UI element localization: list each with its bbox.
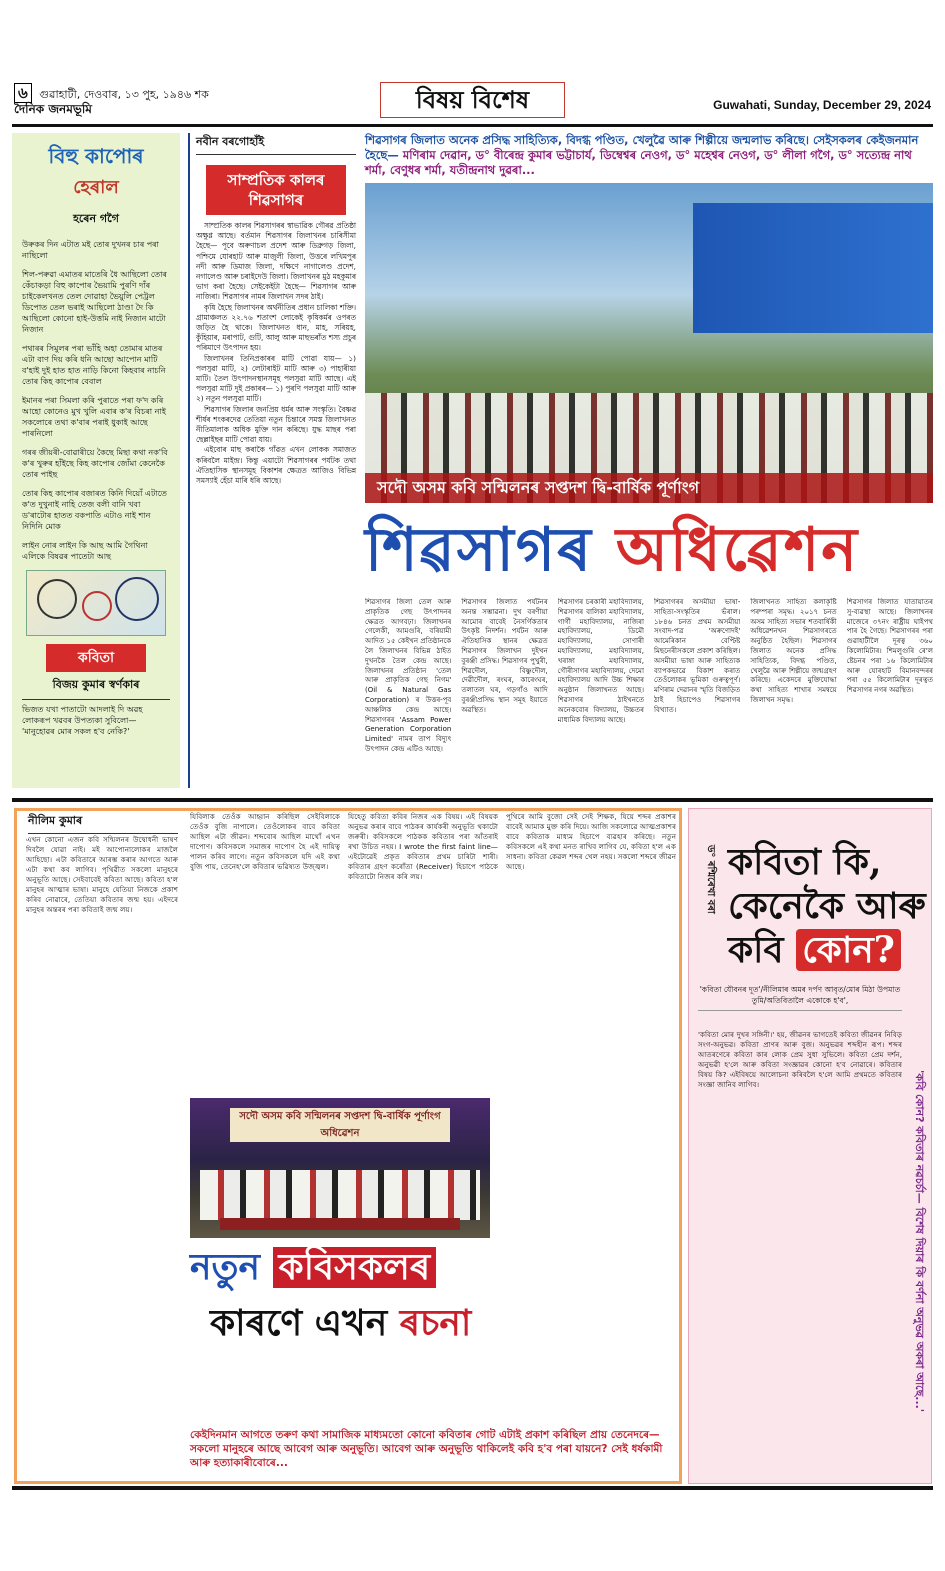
- kobita-author: বিজয় কুমাৰ স্বৰ্ণকাৰ: [22, 672, 170, 700]
- poem-stanza: পথাৰৰ সিমুলৰ পৰা ভাঁহি অহা তোমাৰ মাতৰ এটা বাণ দিয় কৰি ধনি আছো আপোন মাটি ব'হাই দুই হাত হাত নাড়ি কিনো কিহবাৰ নাচনি তোৰ কিহ কাপোৰ বেবাল: [22, 344, 166, 386]
- title-word: কবি: [728, 929, 784, 971]
- byline-bottom: নীলিম কুমাৰ: [28, 812, 178, 834]
- stage-banner: সদৌ অসম কবি সন্মিলনৰ সপ্তদশ দ্বি-বাৰ্ষিক পূৰ্ণাংগ অধিৱেশন: [230, 1108, 450, 1142]
- poem-stanza: তোৰ কিহ কাপোৰ বজাৰত কিনি দিয়োঁ এটাতে ক'ত দুখুনাই নাহি তেজ বলী বানি খবা ড'ৰাটোৰ হাতত বকপাতি এটাও নাই শান নিদিনি মোক: [22, 489, 167, 531]
- stage-guests: [200, 1170, 480, 1220]
- story-column: জিলাখনত সাহিত্য কলাকৃষ্টি পৰম্পৰা সমৃদ্ধ। ২০১৭ চনত অসম সাহিত্য সভাৰ শতবাৰ্ষিকী অধিৱেশনখন শিৱসাগৰতে অনুষ্ঠিত হৈছিল। শিৱসাগৰ জিলাত অনেক প্ৰসিদ্ধ সাহিত্যিক, বিদগ্ধ পণ্ডিত, খেলুৱৈ আৰু শিল্পীয়ে জন্মগ্ৰহণ কৰিছে। একেদৰে মুক্তিযোদ্ধা কথা সাহিত্য শাখাৰ সমন্বয়ে জিলাখন সমৃদ্ধ।: [750, 598, 837, 704]
- article-headline: [190, 1240, 680, 1360]
- article-column: পুথিৰে আমি বুজো সেই সেই শিক্ষক, যিয়ে শব্দৰ প্ৰকাশৰ বাবেই আমাক মুক্ত কৰি দিয়ে। আজি সকলোৱে আত্মপ্ৰকাশৰ বাবে কবিতাক মাধ্যম হিচাপে ব্যৱহাৰ কৰিছে। নতুন কবিসকলে এই কথা মনত ৰাখিব লাগিব যে, কবিতা হ'ল এক সাধনা। কবিতা কেৱল শব্দৰ খেল নহয়। সকলো শব্দৰে জীৱন আছে।: [506, 812, 676, 871]
- poem-title-line2: হেৰাল: [73, 177, 119, 198]
- paper-name: দৈনিক জনমভূমি: [14, 102, 92, 116]
- article-column: যিবিলাক তেওঁক আহ্বান কৰিছিল সেইবিলাকে তেওঁক বুজি নাপালে। তেওঁলোকৰ বাবে কবিতা আছিল এটা জীৱন। শব্দবোৰ আছিল মাথোঁ এখন দাপোণ। কবিসকলে সমাজৰ দাপোণ হৈ এই দায়িত্ব পালন কৰিব লাগে। নতুন কবিসকলে যদি এই কথা বুজি পায়, তেনেহ'লে কবিতাৰ ভৱিষ্যত উজ্জ্বল।: [190, 812, 340, 871]
- poem-stanza: শিল-পৰুৱা এমাতৰ মাতেৰি ধৈ আছিলো তোৰ কেঁচাকড়া বিহু কাপোৰ ভৈয়ামি পুৰণি দাঁৰ চাইকেলখনত তেল দোৱাহা ভৈয়ুলি পেট্ৰল ডিপোত তেল ভৰাই আছিলো ঠাণ্ডা দৈ কি আছিলো কোনো হাই-উত্তমি নাই নিজান মাটো নিজান: [22, 270, 167, 334]
- paragraph: শিৱসাগৰ জিলাৰ জনপ্ৰিয় ধৰ্মৰ আৰু সংস্কৃতি। বৈষ্ণৱ শীৰ্ষৰ শংকৰদেৱ তেতিয়া নতুন চিন্তাৰে সমস্ত জিলাখনত নীতিমালাক অধিক মুক্তি দান কৰিছে। যুদ্ধ মাছৰ পৰা ছেল্লাইছৰ মাটি পোৱা যায়।: [196, 404, 356, 445]
- story-column: শিৱসাগৰ জিলা তেল আৰু প্ৰাকৃতিক গেছ উৎপাদনৰ ক্ষেত্ৰত আগবঢ়া। জিলাখনৰ গেলেকী, আমগুৰি, বৰিয়ামী আদিত ১৫ কেইখন প্ৰতিষ্ঠানকে লৈ জিলাখনৰ বিভিন্ন ঠাইত দুখনকৈ তৈল কেন্দ্ৰ আছে। জিলাখনৰ প্ৰতিষ্ঠান 'তেল আৰু প্ৰাকৃতিক গেছ নিগম' (Oil & Natural Gas Corporation) ৰ উত্তৰ-পূব আঞ্চলিক কেন্দ্ৰ আছে। শিৱসাগৰৰ 'Assam Power Generation Corporation Limited' নামৰ তাপ বিদ্যুৎ উৎপাদন কেন্দ্ৰ এটিও আছে।: [365, 598, 452, 753]
- vertical-author: ড° ৰশ্মিৰেখা বৰা: [705, 845, 716, 914]
- poem-title-line1: বিহু কাপোৰ: [48, 144, 144, 168]
- abstract-artwork: [26, 570, 166, 636]
- title-line: কেনেকৈ আৰু: [728, 885, 926, 927]
- story-column: শিৱসাগৰ চৰকাৰী মহাবিদ্যালয়, শিৱসাগৰ বালিকা মহাবিদ্যালয়, গাৰ্গী মহাবিদ্যালয়, নাজিৰা মহাবিদ্যালয়, ডিমৌ মহাবিদ্যালয়, সোণাৰী মহাবিদ্যালয়, মহাবিদ্যালয়, খৰাঙ্গা মহাবিদ্যালয়, গৌৰীসাগৰ মহাবিদ্যালয়, দেমো মহাবিদ্যালয় আদি উচ্চ শিক্ষাৰ অনুষ্ঠান জিলাখনত আছে। শিৱসাগৰ ঠাইখনতে অনেকবোৰ বিদ্যালয়, উচ্চতৰ মাধ্যমিক বিদ্যালয় আছে।: [557, 598, 644, 724]
- lead-names: মণিৰাম দেৱান, ড° বীৰেন্দ্ৰ কুমাৰ ভট্টাচাৰ্য, ডিম্বেশ্বৰ নেওগ, ড° মহেশ্বৰ নেওগ, ড° লীলা গগৈ, ড° সত্যেন্দ্ৰ নাথ শৰ্মা, বেণুধৰ শৰ্মা, যতীন্দ্ৰনাথ দুৱৰা...: [365, 148, 912, 177]
- headline-part2: অধিৱেশন: [615, 515, 860, 585]
- dateline: গুৱাহাটী, দেওবাৰ, ১৩ পুহ, ১৯৪৬ শক: [39, 88, 209, 101]
- middle-rule: [12, 798, 933, 802]
- masthead-left: [14, 86, 209, 116]
- article-body: [196, 221, 356, 486]
- poem-stanza: ইমানৰ পৰা সিমলা কৰি পুৰাতে পৰা ফ'দ কৰি আহো কোনেও মুখ খুলি এবাৰ ক'ৰ বিচৰা নাই সকলোৰে তথা ক'বাৰ পৰাই ধুকাই আছে পাৰনিলো: [22, 396, 166, 438]
- story-column: শিৱসাগৰ জিলাত যাতায়াতৰ সু-ব্যৱস্থা আছে। জিলাখনৰ মাজেৰে ৩৭নং ৰাষ্ট্ৰীয় ঘাইপথ পাৰ হৈ গৈছে। শিৱসাগৰৰ পৰা গুৱাহাটীলৈ দূৰত্ব ৩৬০ কিলোমিটাৰ। শিমলুগুৰি ৰে'ল ষ্টেচনৰ পৰা ১৬ কিলোমিটাৰ আৰু যোৰহাট বিমানবন্দৰৰ পৰা ৫৫ কিলোমিটাৰ দূৰত্বত শিৱসাগৰ নগৰ অৱস্থিত।: [846, 598, 933, 695]
- poem-stanza: গৰৰ জীয়ৰী-বোৱাৰীয়ে কৈছে মিছা কথা নক'বি ক'ৰ খুৰুৰ হাঁইছে কিহ কাপোৰ জোঁমা কেনেকৈ তোৰ পাইছ: [22, 448, 168, 479]
- poem-stanza: লাইন নোৰ লাইন কি আছ আমি গৈথিনা এলিকে বিষৱৰ পাতেটা আছ: [22, 541, 148, 561]
- photo-caption: সদৌ অসম কবি সন্মিলনৰ সপ্তদশ দ্বি-বাৰ্ষিক পূৰ্ণাংগ: [365, 473, 933, 503]
- bottom-rule: [12, 1486, 933, 1490]
- top-rule: [12, 124, 933, 127]
- poem-author: হৰেন গগৈ: [73, 212, 119, 225]
- paragraph: জিলাখনৰ তিনিপ্ৰকাৰৰ মাটি পোৱা যায়— ১) পলসুৱা মাটি, ২) লেটাৰাইট মাটি আৰু ৩) পাহাৰীয়া মাটি। তৈল উৎপাদনস্থানসমূহ পলসুৱা মাটি আছে। এই পলসুৱা মাটি দুই প্ৰকাৰৰ— ১) পুৰণি পলসুৱা মাটি আৰু ২) নতুন পলসুৱা মাটি।: [196, 353, 356, 404]
- stage-table: [220, 1218, 460, 1230]
- kobita-ki-body: 'কবিতা মোৰ দুখৰ সঙ্গিনী।' হয়, জীৱনৰ ভাগতেই কবিতা জীৱনৰ নিবিড় সংগ-অনুভৱ। কবিতা প্ৰাণৰ আৰু বুজ। অনুভৱৰ শব্দহীন ৰূপ। শব্দৰ আতৰণেৰে কবিতা কাৰ লোক প্ৰেম সুধা সুভিলে। কবিতা প্ৰেম দৰ্শন, অনুভৱী হ'লে আৰু কবিতা সংজ্ঞাৱৰ কোনো হ'ব নোৱাৰে। কবিতাৰ বিষয় কি? এইবিষয়ে আলোচনা কৰিবলৈ হ'লে আমি প্ৰথমতে কবিতাৰ সংজ্ঞা জানিব লাগিব।: [698, 1030, 902, 1089]
- kobita-text: ভিজত যখা পাতাটো আদলাই দি অৱহ লোকৰূপ খৱবৰ উপত্যকা সুবিলো— 'মানুহোৱৰ মোৰ সকল হ'ব নেকি?': [22, 705, 143, 736]
- headline-word: ৰচনা: [399, 1303, 472, 1344]
- column-divider: [188, 133, 190, 788]
- story-column: শিৱসাগৰ জিলাত পৰ্যটনৰ অনন্ত সম্ভাৱনা। দুখ বৰণীয়া আমোৰ বাবেই নৈসৰ্গিকতাৰ উৎকৃষ্ট নিদৰ্শন। পৰ্যটন আৰু ঐতিহাসিক স্থানৰ ক্ষেত্ৰত শিৱসাগৰ জিলাখন দুইখন বুৰঞ্জী প্ৰসিদ্ধ। শিৱসাগৰ পুখুৰী, শিৱদৌল, বিষ্ণুদৌল, দেৱীদৌল, ৰংঘৰ, কাৰেংঘৰ, তলাতল ঘৰ, গড়গাঁও আদি বুৰঞ্জীপ্ৰসিদ্ধ স্থান সমূহ ইয়াতে অৱস্থিত।: [461, 598, 548, 714]
- article-column: যিহেতু কবিতা কবিৰ নিজৰ এক বিষয়। এই বিষয়ক অনুভৱ কৰাৰ বাবে পাঠকৰ কাৰ্যকৰী অনুভূতি থকাটো জৰুৰী। কবিসকলে পাঠকক কবিতাৰ পৰা আঁতৰাই ৰখা উচিত নহয়। I wrote the first faint line—এইটোৱেই প্ৰকৃত কবিতাৰ প্ৰথম চাৰিটা শাৰী। কবিতাৰ গ্ৰহণ কৰোঁতা (Receiver) হিচাপে পাঠকে কবিতাটো নিজৰ কৰি লয়।: [348, 812, 498, 881]
- headline-word: কাৰণে এখন: [210, 1303, 388, 1344]
- main-headline: [365, 508, 933, 592]
- byline: নবীন বৰগোহাঁই: [196, 133, 356, 155]
- page-number: ৬: [14, 83, 32, 103]
- story-columns: [365, 598, 933, 793]
- flag-hoisting-photo: [365, 183, 933, 503]
- article-title: সাম্প্ৰতিক কালৰ শিৱসাগৰ: [206, 165, 346, 215]
- article-column: এখন কোনো এজন কবি সন্মিলনৰ উদ্বোধনী ভাষণ দিবলৈ যোৱা নাই। মই আপোনালোকৰ মাজলৈ আহিছো। এটা কবিতাৰে আৰম্ভ কৰাৰ আগতে আৰু এটা কথা কব লাগিব। পৃথিৱীত সকলো মানুহৰে অনুভূতি আছে। সেইবাবেই কবিতা আছে। কবিতা হ'ল মানুহৰ আত্মাৰ ভাষা। মানুহে যেতিয়া নিজকে প্ৰকাশ কৰিব নোৱাৰে, তেতিয়া কবিতাৰ জন্ম হয়। এইদৰে মানুহৰ অন্তৰৰ পৰা কবিতাই জন্ম লয়।: [26, 835, 178, 914]
- paragraph: কৃষি হৈছে জিলাখনৰ অৰ্থনীতিৰ প্ৰধান চালিকা শক্তি। গ্ৰামাঞ্চলত ২২.৭৬ শতাংশ লোকেই কৃষিকৰ্মৰ ওপৰত জড়িত হৈ থাকে। জিলাখনত ধান, মাহ, সৰিয়হ, কুঁহিয়াৰ, মৰাপাট, গুটি, আলু আৰু মাছভৰাঁত শস্য প্ৰচুৰ পৰিমাণে উৎপাদন হয়।: [196, 302, 356, 353]
- title-line: কবিতা কি,: [728, 841, 882, 883]
- poem-stanza: উৰুকৰ দিন এটাত মই তোৰ দুখনৰ চাৰ পৰা নাছিলো: [22, 240, 160, 260]
- kobita-ki-subtitle: 'কবিতা যৌবনৰ দূত'/নীলিমাৰ অমৰ দৰ্পণ আবৃত/মোৰ মিঠা উপমাত তুমি/অতিবিতালৈ একোকে হ'ব',: [698, 985, 902, 1011]
- kobita-ki-title: [728, 840, 928, 972]
- paragraph: এইবোৰ মাছ কৰাকৈ গাঁৱত এখন লোকক সমাজত কৰিবলৈ মাইন্দ্ৰ। কিন্তু এয়াটো শিৱসাগৰৰ পৰ্যটক তথা ঐতিহাসিক স্থানসমূহ বিকাশৰ ক্ষেত্ৰত আজিও বিভিন্ন সমস্যাই হেঁচা মাৰি ধৰি আছে।: [196, 445, 356, 486]
- headline-word: নতুন: [190, 1247, 260, 1288]
- title-word-highlight: কোন?: [796, 929, 901, 971]
- photo-tent: [693, 203, 933, 333]
- lead-paragraph: [365, 133, 933, 178]
- section-title: বিষয় বিশেষ: [380, 82, 565, 118]
- bihu-poem-box: [12, 133, 180, 788]
- vertical-pull-quote: 'কবি কোন? কবিতাৰ নৱচৰ্চা— বিশেষ দিয়াৰ কি বৰ্ণনা অনুভৱ অকৰা আছে...': [913, 1070, 926, 1413]
- paragraph: সাম্প্ৰতিক কালৰ শিৱসাগৰৰ স্বাভাৱিক গৌৰৱ প্ৰতিষ্ঠা অক্ষুণ্ণ আছে। বৰ্তমান শিৱসাগৰ জিলাখনৰ চাৰিসীমা হৈছে— পূবে অৰুণাচল প্ৰদেশ আৰু ডিব্ৰুগড় জিলা, পশ্চিমে যোৰহাট আৰু মাজুলী জিলা, উত্তৰে লখিমপুৰ নদী আৰু ডিমাজ জিলা, দক্ষিণে নাগালেণ্ড প্ৰদেশ, নগালেণ্ড আৰু চৰাইদেউ জিলা। জিলাখনৰ মুঠ মহকুমাৰ ভাগ কৰা হৈছে। সেইকেইটা হৈছে— শিৱসাগৰ আৰু নাজিৰা। শিৱসাগৰ নামৰ জিলাখন সদৰ ঠাই।: [196, 221, 356, 302]
- lead-text: শিৱসাগৰ জিলাত অনেক প্ৰসিদ্ধ সাহিত্যিক, বিদগ্ধ পণ্ডিত, খেলুৱৈ আৰু শিল্পীয়ে জন্মলাভ কৰিছে। সেইসকলৰ কেইজনমান হৈছে—: [365, 133, 919, 162]
- kobita-label: কবিতা: [46, 644, 146, 672]
- headline-word: কবিসকলৰ: [273, 1247, 437, 1288]
- poem-body: [22, 239, 170, 562]
- article-contemporary-sivasagar: [196, 133, 356, 788]
- event-stage-photo: [190, 1098, 490, 1238]
- pull-quote: কেইদিনমান আগতে তৰুণ কথা সামাজিক মাধ্যমতো কোনো কবিতাৰ গোট এটাই প্ৰকাশ কৰিছিল প্ৰায় তেনেদৰে— সকলো মানুহৰে আছে আবেগ আৰু অনুভূতি। আবেগ আৰু অনুভূতি থাকিলেই কবি হ'ব পৰা যায়নে? সেই ধৰ্ষকামী আৰু হত্যাকাৰীবোৰে...: [190, 1429, 663, 1469]
- story-column: শিৱসাগৰৰ অসমীয়া ভাষা-সাহিত্য-সংস্কৃতিৰ ভঁৰাল। ১৮৪৬ চনত প্ৰথম অসমীয়া সংবাদ-পত্ৰ 'অৰুণোদই' আমেৰিকান বেপ্টিষ্ট মিছনেৰীসকলে প্ৰকাশ কৰিছিল। অসমীয়া ভাষা আৰু সাহিত্যক ব্যাপকভাৱে বিকাশ কৰাত তেওঁলোকৰ ভূমিকা গুৰুত্বপূৰ্ণ। মণিৰাম দেৱানৰ স্মৃতি বিজড়িত ঠাই হিচাপেও শিৱসাগৰ বিখ্যাত।: [653, 598, 741, 714]
- headline-part1: শিৱসাগৰ: [365, 515, 593, 585]
- english-date: Guwahati, Sunday, December 29, 2024: [713, 98, 931, 112]
